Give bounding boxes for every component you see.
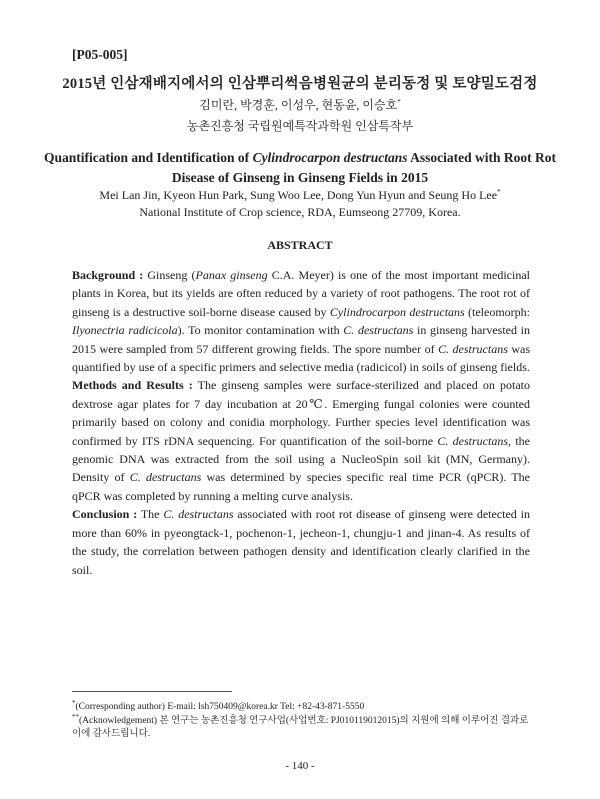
english-authors (0, 188, 600, 203)
text-run: in ginseng harvested in 2015 were sampled from 57 different growing fields. The spore number of (72, 323, 530, 356)
english-title-part1: Quantification and Identification of (44, 150, 253, 165)
italic-run: Cylindrocarpon destructans (329, 304, 465, 319)
text-run: The ginseng samples were surface-sterilized and placed on potato dextrose agar plates for 7 day incubation at 20℃. Emerging fungal colonies were counted primarily based on colony and conidia morphology. Further species level identification was confirmed by ITS rDNA sequencing. For quantification of the soil-borne (72, 378, 530, 448)
text-run: Ginseng ( (143, 268, 196, 282)
poster-code: [P05-005] (72, 47, 128, 62)
italic-run: Ilyonectria radicicola (72, 323, 178, 338)
conclusion-label: Conclusion : (72, 507, 138, 522)
methods-paragraph (72, 376, 530, 505)
footnote-acknowledgement (72, 711, 530, 741)
italic-run: C. destructans (437, 433, 509, 448)
korean-author-list: 김미란, 박경훈, 이성우, 현동윤, 이승호 (199, 98, 398, 112)
footnote2-mark: ** (72, 713, 79, 721)
methods-label: Methods and Results : (72, 378, 193, 393)
corresponding-mark-en: * (497, 188, 501, 196)
english-title (40, 148, 560, 188)
english-author-list: Mei Lan Jin, Kyeon Hun Park, Sung Woo Lee, Dong Yun Hyun and Seung Ho Lee (99, 188, 498, 202)
footnote1-text: (Corresponding author) E-mail: lsh750409@korea.kr Tel: +82-43-871-5550 (75, 702, 365, 713)
text-run: , the genomic DNA was extracted from the soil using a NucleoSpin soil kit (MN, Germany). Density of (72, 433, 530, 485)
text-run: The (137, 507, 164, 522)
background-paragraph (72, 266, 530, 376)
page-number: - 140 - (285, 760, 315, 772)
corresponding-mark: * (397, 98, 401, 106)
text-run: associated with root rot disease of ginseng were detected in more than 60% in pyeongtack-1, pochenon-1, jecheon-1, chungju-1 and jinan-4. As results of the study, the correlation between pathogen density and identification clearly clarified in the soil. (72, 507, 530, 577)
text-run: was determined by species specific real time PCR (qPCR). The qPCR was completed by running a melting curve analysis. (72, 470, 530, 503)
footnote-divider (72, 691, 232, 692)
italic-run: C. destructans (343, 323, 414, 338)
italic-run: C. destructans (438, 341, 508, 356)
italic-run: C. destructans (163, 507, 234, 522)
abstract-heading: ABSTRACT (267, 238, 333, 252)
italic-run: Panax ginseng (195, 268, 268, 282)
conclusion-paragraph (72, 505, 530, 579)
korean-authors (0, 96, 600, 113)
english-affiliation: National Institute of Crop science, RDA, Eumseong 27709, Korea. (139, 205, 461, 219)
korean-affiliation: 농촌진흥청 국립원예특작과학원 인삼특작부 (186, 119, 414, 133)
background-label: Background : (72, 268, 144, 282)
abstract-body (72, 266, 530, 579)
text-run: was quantified by use of a specific primers and selective media (radicicol) in soils of ginseng fields. (72, 341, 531, 375)
text-run: (teleomorph: (464, 304, 531, 319)
text-run: ). To monitor contamination with (177, 323, 344, 338)
footnote1-mark: * (72, 699, 76, 707)
italic-run: C. destructans (129, 470, 202, 485)
english-title-species: Cylindrocarpon destructans (252, 150, 408, 165)
korean-title: 2015년 인삼재배지에서의 인삼뿌리썩음병원균의 분리동정 및 토양밀도검정 (62, 76, 538, 92)
english-title-part2: Associated with Root Rot Disease of Ginseng in Ginseng Fields in 2015 (171, 150, 556, 185)
footnote2-text: (Acknowledgement) 본 연구는 농촌진흥청 연구사업(사업번호: PJ010119012015)의 지원에 의해 이루어진 결과로 이에 감사드립니다. (72, 716, 529, 740)
text-run: C.A. Meyer) is one of the most important medicinal plants in Korea, but its yields are often reduced by a variety of root pathogens. The root rot of ginseng is a destructive soil-borne disease caused by (72, 268, 530, 319)
